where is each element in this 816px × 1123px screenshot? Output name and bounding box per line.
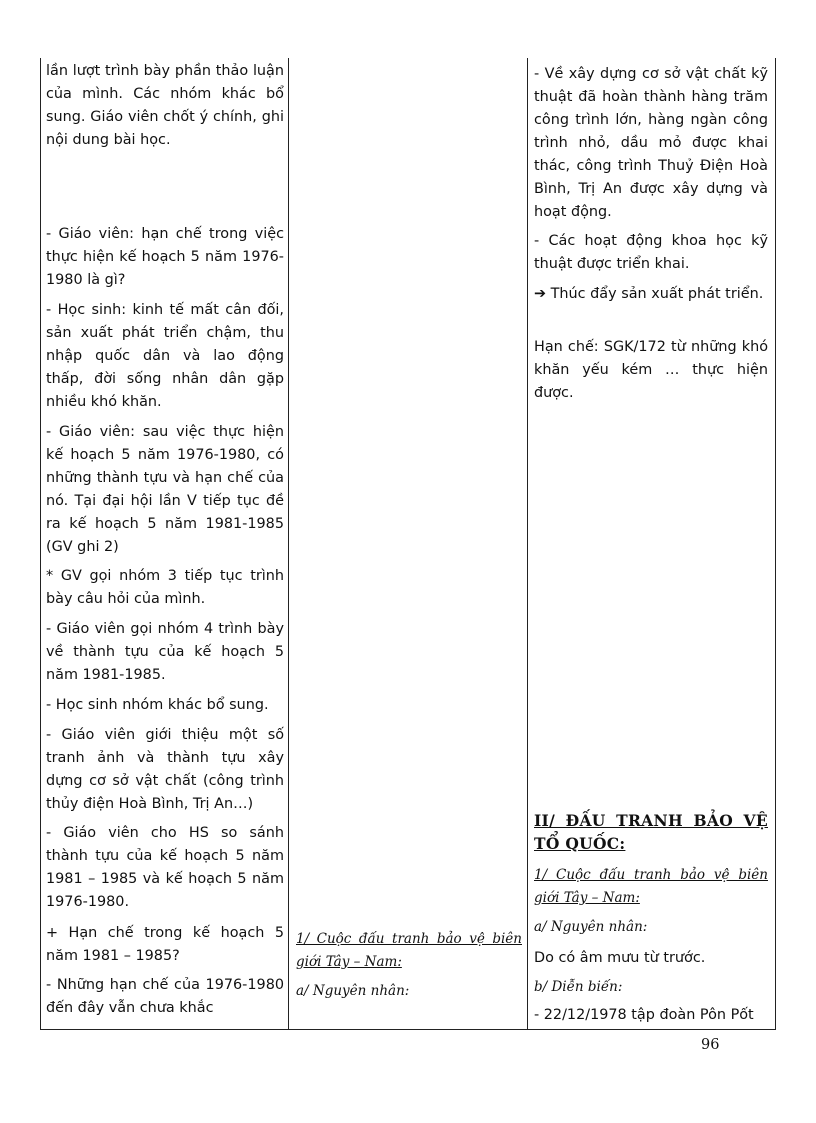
content-text: Thúc đẩy sản xuất phát triển.	[546, 286, 764, 302]
activity-paragraph: - Học sinh: kinh tế mất cân đối, sản xuất phát triển chậm, thu nhập quốc dân và lao động thấp, đời sống nhân dân gặp nhiều khó khăn.	[46, 302, 284, 410]
activity-paragraph: - Giáo viên cho HS so sánh thành tựu của kế hoạch 5 năm 1981 – 1985 và kế hoạch 5 năm 1976-1980.	[46, 825, 284, 910]
subsection-title: b/ Diễn biến:	[534, 979, 623, 995]
content-paragraph: Hạn chế: SGK/172 từ những khó khăn yếu kém … thực hiện được.	[534, 339, 768, 401]
content-paragraph: - Các hoạt động khoa học kỹ thuật được triển khai.	[534, 233, 768, 272]
section-title: 1/ Cuộc đấu tranh bảo vệ biên giới Tây – Nam:	[296, 931, 522, 970]
subsection-title: a/ Nguyên nhân:	[296, 983, 410, 999]
page-number: 96	[701, 1037, 720, 1053]
section-heading: II/ ĐẤU TRANH BẢO VỆ TỔ QUỐC:	[534, 811, 768, 853]
lesson-table	[40, 58, 776, 1030]
section-title: 1/ Cuộc đấu tranh bảo vệ biên giới Tây – Nam:	[534, 867, 768, 906]
content-paragraph: - Về xây dựng cơ sở vật chất kỹ thuật đã hoàn thành hàng trăm công trình lớn, hàng ngàn công trình nhỏ, dầu mỏ được khai thác, công trình Thuỷ Điện Hoà Bình, Trị An được xây dựng và hoạt động.	[534, 66, 768, 220]
arrow-right-icon: ➔	[534, 286, 547, 302]
activity-paragraph: - Giáo viên: sau việc thực hiện kế hoạch 5 năm 1976-1980, có những thành tựu và hạn chế của nó. Tại đại hội lần V tiếp tục đề ra kế hoạch 5 năm 1981-1985 (GV ghi 2)	[46, 424, 284, 555]
content-column	[528, 58, 775, 1029]
content-paragraph: - 22/12/1978 tập đoàn Pôn Pốt	[534, 1007, 754, 1023]
subsection-title: a/ Nguyên nhân:	[534, 919, 648, 935]
activity-paragraph: lần lượt trình bày phần thảo luận của mình. Các nhóm khác bổ sung. Giáo viên chốt ý chính, ghi nội dung bài học.	[46, 63, 284, 148]
activity-paragraph: * GV gọi nhóm 3 tiếp tục trình bày câu hỏi của mình.	[46, 568, 284, 607]
activity-paragraph: + Hạn chế trong kế hoạch 5 năm 1981 – 1985?	[46, 925, 284, 964]
content-paragraph	[534, 283, 768, 306]
activity-paragraph: - Giáo viên giới thiệu một số tranh ảnh và thành tựu xây dựng cơ sở vật chất (công trình thủy điện Hoà Bình, Trị An…)	[46, 727, 284, 812]
teacher-student-activity-column	[41, 58, 289, 1029]
activity-paragraph: - Học sinh nhóm khác bổ sung.	[46, 697, 269, 713]
activity-paragraph: - Giáo viên: hạn chế trong việc thực hiện kế hoạch 5 năm 1976-1980 là gì?	[46, 226, 284, 288]
activity-paragraph: - Giáo viên gọi nhóm 4 trình bày về thành tựu của kế hoạch 5 năm 1981-1985.	[46, 621, 284, 683]
activity-paragraph: - Những hạn chế của 1976-1980 đến đây vẫn chưa khắc	[46, 977, 284, 1016]
summary-column	[289, 58, 528, 1029]
content-paragraph: Do có âm mưu từ trước.	[534, 950, 706, 966]
